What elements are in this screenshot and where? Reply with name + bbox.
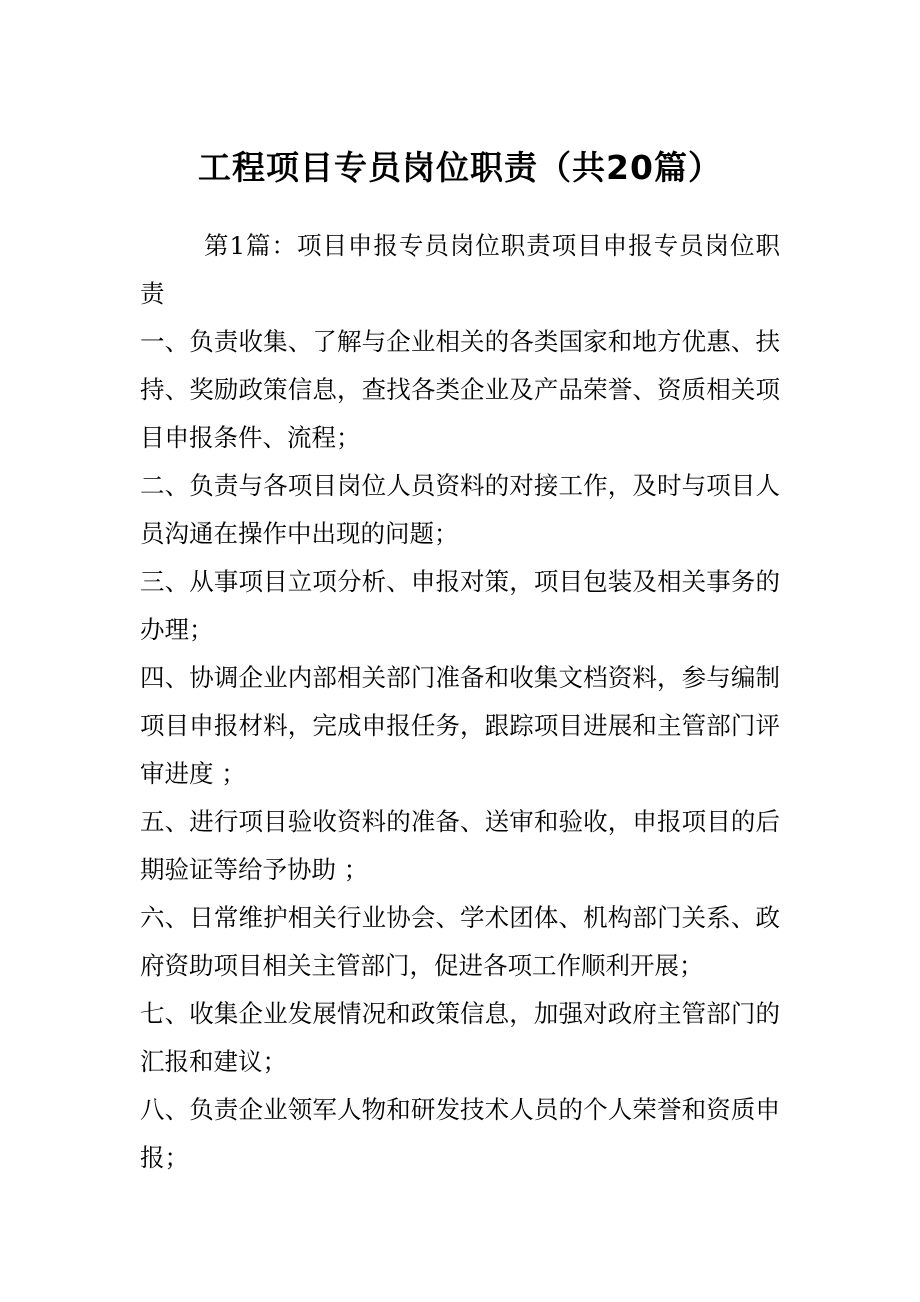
duty-item-1: 一、负责收集、了解与企业相关的各类国家和地方优惠、扶持、奖励政策信息，查找各类企业及产品荣誉、资质相关项目申报条件、流程； xyxy=(140,327,780,452)
duty-item-4: 四、协调企业内部相关部门准备和收集文档资料，参与编制项目申报材料，完成申报任务，跟踪项目进展和主管部门评审进度 ； xyxy=(140,663,780,788)
duty-item-3: 三、从事项目立项分析、申报对策，项目包装及相关事务的办理； xyxy=(140,567,780,644)
duty-item-6: 六、日常维护相关行业协会、学术团体、机构部门关系、政府资助项目相关主管部门，促进各项工作顺利开展； xyxy=(140,903,780,980)
duty-item-5: 五、进行项目验收资料的准备、送审和验收，申报项目的后期验证等给予协助 ； xyxy=(140,807,780,884)
duty-item-8: 八、负责企业领军人物和研发技术人员的个人荣誉和资质申报； xyxy=(140,1095,780,1172)
document-title: 工程项目专员岗位职责（共20篇） xyxy=(198,148,722,187)
duty-item-2: 二、负责与各项目岗位人员资料的对接工作，及时与项目人员沟通在操作中出现的问题； xyxy=(140,471,780,548)
intro-paragraph: 第1篇：项目申报专员岗位职责项目申报专员岗位职责 xyxy=(140,231,780,308)
duty-item-7: 七、收集企业发展情况和政策信息，加强对政府主管部门的汇报和建议； xyxy=(140,999,780,1076)
document-body xyxy=(140,222,780,1182)
